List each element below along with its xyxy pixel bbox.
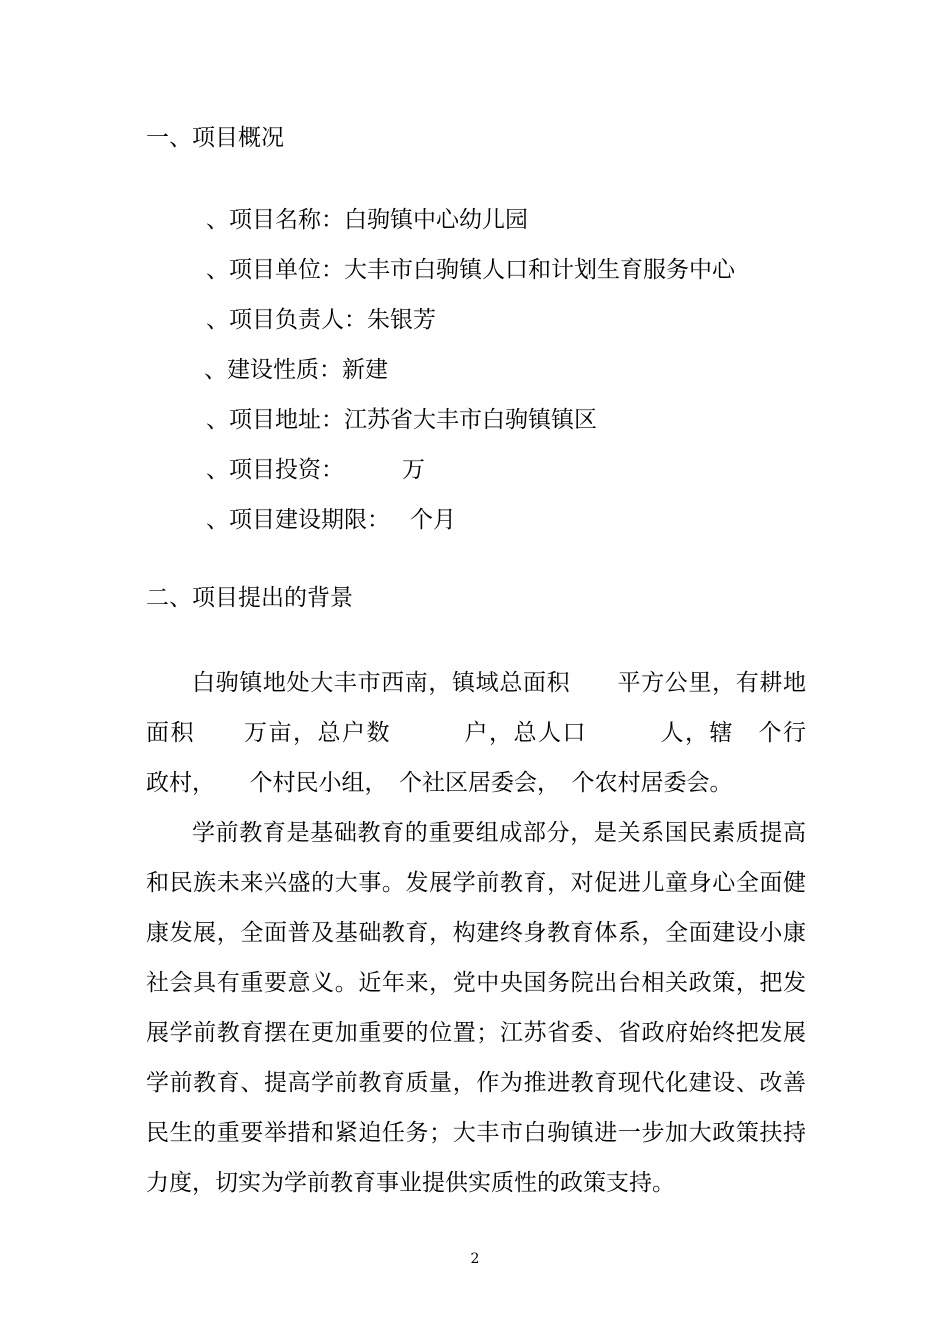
item-label: 、项目投资：	[206, 457, 344, 483]
item-label: 、项目名称：	[206, 207, 344, 233]
item-project-leader	[206, 305, 436, 335]
item-value: 个月	[410, 507, 456, 533]
paragraph-line: 康发展，全面普及基础教育，构建终身教育体系，全面建设小康	[146, 920, 806, 946]
paragraph-line: 面积 万亩，总户数 户，总人口 人，辖 个行	[146, 720, 806, 746]
paragraph-line: 学前教育、提高学前教育质量，作为推进教育现代化建设、改善	[146, 1070, 806, 1096]
item-construction-nature	[204, 355, 388, 385]
page-number: 2	[470, 1251, 480, 1267]
item-label: 、项目负责人：	[206, 307, 367, 333]
paragraph-line: 展学前教育摆在更加重要的位置；江苏省委、省政府始终把发展	[146, 1020, 806, 1046]
item-value: 万	[402, 457, 425, 483]
paragraph-line: 力度，切实为学前教育事业提供实质性的政策支持。	[146, 1170, 675, 1196]
paragraph-line: 社会具有重要意义。近年来，党中央国务院出台相关政策，把发	[146, 970, 806, 996]
paragraph-line: 和民族未来兴盛的大事。发展学前教育，对促进儿童身心全面健	[146, 870, 806, 896]
item-label: 、项目单位：	[206, 257, 344, 283]
section-heading-overview: 一、项目概况	[146, 125, 284, 151]
item-project-address	[206, 405, 597, 435]
item-project-duration	[206, 505, 456, 535]
item-value: 白驹镇中心幼儿园	[344, 207, 528, 233]
item-value: 新建	[342, 357, 388, 383]
item-label: 、项目建设期限：	[206, 507, 390, 533]
item-value: 朱银芳	[367, 307, 436, 333]
paragraph-line: 白驹镇地处大丰市西南，镇域总面积 平方公里，有耕地	[192, 670, 806, 696]
paragraph-line: 政村， 个村民小组， 个社区居委会， 个农村居委会。	[146, 770, 733, 796]
paragraph-line: 学前教育是基础教育的重要组成部分，是关系国民素质提高	[192, 820, 806, 846]
item-project-investment	[206, 455, 425, 485]
section-heading-background: 二、项目提出的背景	[146, 585, 353, 611]
item-label: 、建设性质：	[204, 357, 342, 383]
item-value: 江苏省大丰市白驹镇镇区	[344, 407, 597, 433]
item-project-name	[206, 205, 528, 235]
item-value: 大丰市白驹镇人口和计划生育服务中心	[344, 257, 735, 283]
paragraph-line: 民生的重要举措和紧迫任务；大丰市白驹镇进一步加大政策扶持	[146, 1120, 806, 1146]
item-label: 、项目地址：	[206, 407, 344, 433]
item-project-unit	[206, 255, 735, 285]
